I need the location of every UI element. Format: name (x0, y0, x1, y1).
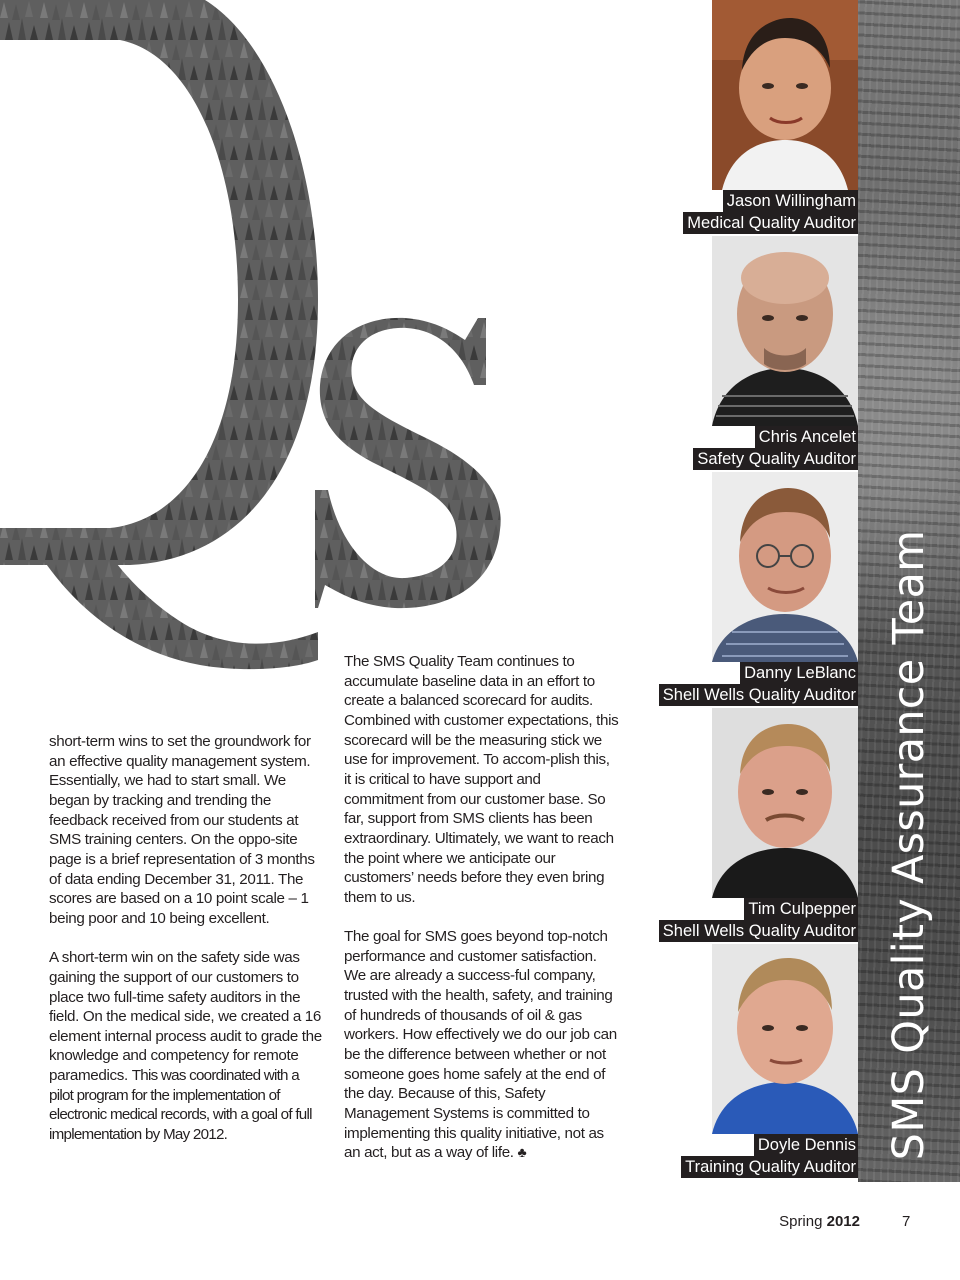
member-name: Chris Ancelet (755, 426, 858, 448)
member-name: Doyle Dennis (754, 1134, 858, 1156)
portrait-photo (712, 472, 858, 662)
member-role: Safety Quality Auditor (693, 448, 858, 470)
article-paragraph-text: The goal for SMS goes beyond top-notch performance and customer satisfaction. We are already a success-ful company, trusted with the health, safety, and training of hundreds of thousands of oil & gas workers. How effectively we do our job can be the difference between whether or not someone goes home safely at the end of the day. Because of this, Safety Management Systems is committed to implementing this quality initiative, not as an act, but as a way of life. (344, 928, 617, 1162)
article-paragraph (49, 948, 325, 1145)
team-member-card (660, 236, 858, 472)
club-end-mark-icon: ♣ (517, 1144, 527, 1161)
portrait-photo (712, 236, 858, 426)
team-member-card (660, 944, 858, 1180)
team-member-card (660, 708, 858, 944)
member-name: Tim Culpepper (744, 898, 858, 920)
member-role: Shell Wells Quality Auditor (659, 684, 858, 706)
issue-year: 2012 (826, 1213, 860, 1230)
issue-label (779, 1213, 860, 1230)
member-role: Medical Quality Auditor (683, 212, 858, 234)
portrait-photo (712, 708, 858, 898)
sidebar-title: SMS Quality Assurance Team (884, 529, 934, 1161)
member-name: Jason Willingham (723, 190, 858, 212)
team-member-card (660, 0, 858, 236)
member-role: Training Quality Auditor (681, 1156, 858, 1178)
member-role: Shell Wells Quality Auditor (659, 920, 858, 942)
article-column-right (344, 652, 620, 1163)
issue-season: Spring (779, 1213, 823, 1230)
article-paragraph: short-term wins to set the groundwork for an effective quality management system. Essentially, we had to start small. We began by tracking and trending the feedback received from our students at SMS training centers. On the oppo-site page is a brief representation of 3 months of data ending December 31, 2011. The scores are based on a 10 point scale – 1 being poor and 10 being excellent. (49, 733, 315, 927)
article-paragraph-text: A short-term win on the safety side was gaining the support of our customers to place two full-time safety auditors in the field. On the medical side, we created a 16 element internal process audit to grade the knowledge and competency for remote paramedics. (49, 949, 322, 1085)
team-member-card (660, 472, 858, 708)
article-column-left (49, 732, 325, 1145)
article-paragraph (344, 927, 620, 1163)
page-number: 7 (902, 1213, 911, 1230)
member-name: Danny LeBlanc (740, 662, 858, 684)
portrait-photo (712, 944, 858, 1134)
decorative-qs-letters (0, 0, 660, 680)
article-paragraph: The SMS Quality Team continues to accumulate baseline data in an effort to create a balanced scorecard for audits. Combined with customer expectations, this scorecard will be the measuring stick we use for improvement. To accom-plish this, it is critical to have support and commitment from our customer base. So far, support from SMS clients has been extraordinary. Ultimately, we want to reach the point where we anticipate our customers’ needs before they even bring them to us. (344, 653, 619, 906)
article-paragraph-text: This was coordinated with a pilot program for the implementation of electronic medical records, with a goal of full implementation by May 2012. (49, 1067, 312, 1144)
portrait-photo (712, 0, 858, 190)
